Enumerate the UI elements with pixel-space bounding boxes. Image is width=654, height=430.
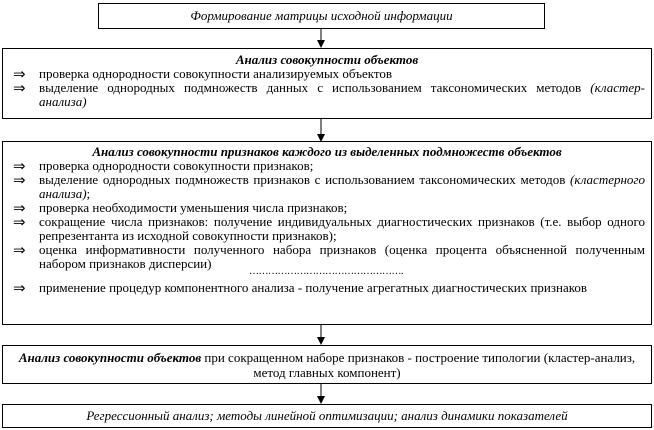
box-objects-analysis-title: Анализ совокупности объектов (235, 52, 419, 67)
list-item: ⇒ проверка однородности совокупности анализируемых объектов (13, 65, 393, 83)
list-item: ⇒ проверка необходимости уменьшения числа признаков; (13, 199, 348, 217)
box-regression (2, 404, 652, 428)
list-item: ⇒ сокращение числа признаков: получение индивидуальных диагностических признаков (т.е. выбор одного репрезентанта из исходной совокупности признаков); (13, 213, 645, 243)
box-matrix-formation (98, 3, 545, 29)
double-arrow-icon: ⇒ (13, 157, 26, 175)
box-matrix-formation-text: Формирование матрицы исходной информации (190, 8, 453, 23)
double-arrow-icon: ⇒ (13, 199, 26, 217)
double-arrow-icon: ⇒ (13, 241, 26, 259)
list-item: ⇒ выделение однородных подмножеств признаков с использованием таксономических методов (кластерного анализа); (13, 171, 645, 201)
double-arrow-icon: ⇒ (13, 279, 26, 297)
list-item: ⇒ оценка информативности полученного набора признаков (оценка процента объясненной полученным набором признаков дисперсии) (13, 241, 645, 271)
double-arrow-icon: ⇒ (13, 213, 26, 231)
list-item: ⇒ проверка однородности совокупности признаков; (13, 157, 314, 175)
box-regression-text: Регрессионный анализ; методы линейной оптимизации; анализ динамики показателей (86, 408, 568, 423)
box-features-analysis (2, 141, 652, 325)
box-objects-analysis (2, 48, 652, 119)
list-item: ⇒ применение процедур компонентного анализа - получение агрегатных диагностических признаков (13, 279, 588, 297)
double-arrow-icon: ⇒ (13, 65, 26, 83)
box-typology-bold: Анализ совокупности объектов (18, 350, 202, 365)
ellipsis-separator: …………………………………………. (249, 266, 403, 277)
double-arrow-icon: ⇒ (13, 171, 26, 189)
double-arrow-icon: ⇒ (13, 79, 26, 97)
box-typology (2, 345, 652, 384)
box-features-analysis-title: Анализ совокупности признаков каждого из выделенных подмножеств объектов (92, 144, 562, 159)
box-typology-text: при сокращенном наборе признаков - построение типологии (кластер-анализ, метод главных компонент) (201, 350, 636, 380)
list-item: ⇒ выделение однородных подмножеств данных с использованием таксономических методов (кластер-анализа) (13, 79, 646, 109)
